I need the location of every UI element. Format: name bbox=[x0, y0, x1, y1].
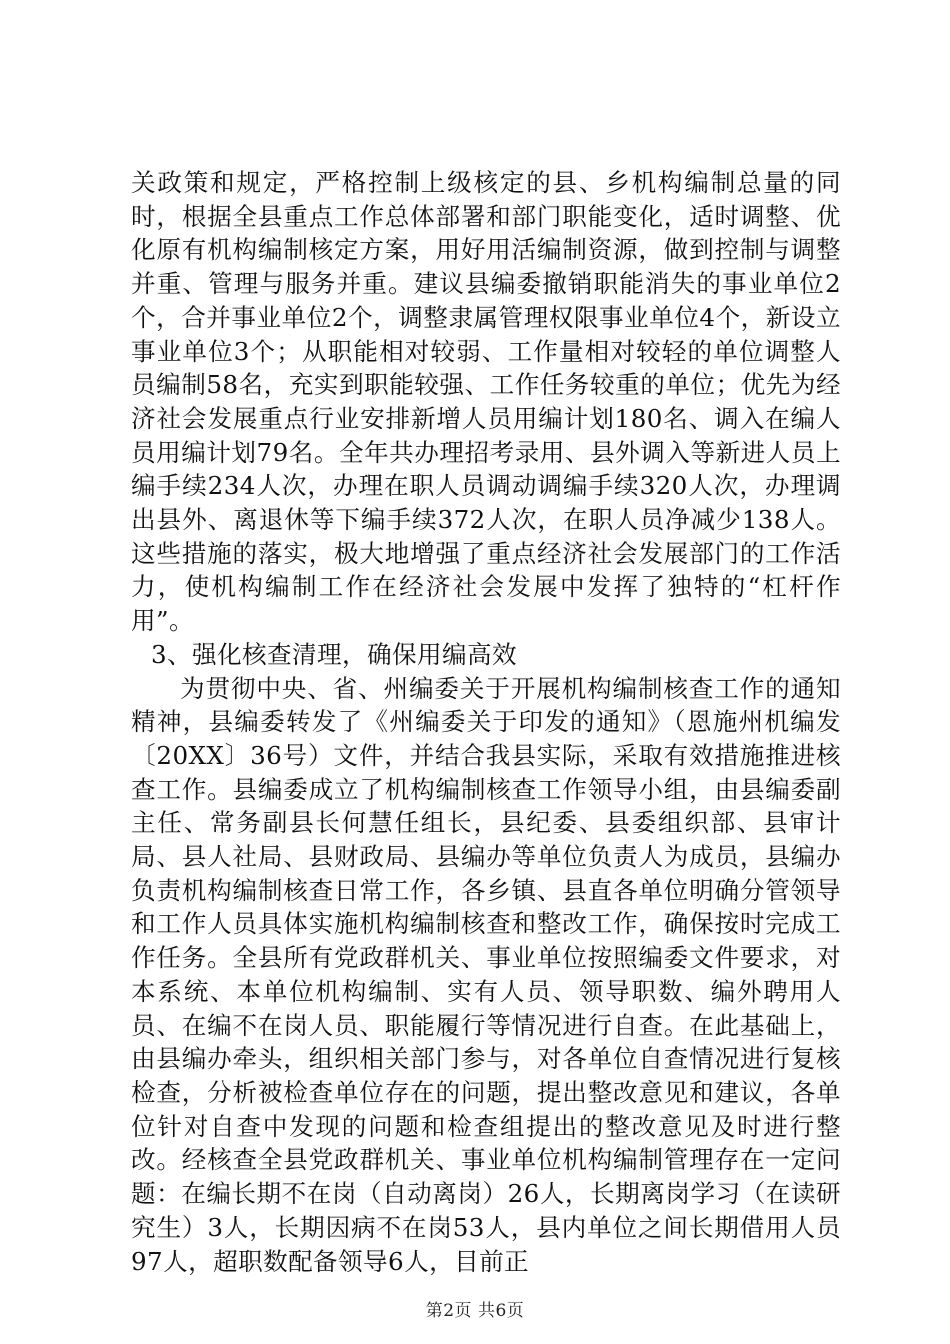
paragraph-continued: 关政策和规定，严格控制上级核定的县、乡机构编制总量的同时，根据全县重点工作总体部署和部门职能变化，适时调整、优化原有机构编制核定方案，用好用活编制资源，做到控制与调整并重、管理与服务并重。建议县编委撤销职能消失的事业单位2个，合并事业单位2个，调整隶属管理权限事业单位4个，新设立事业单位3个；从职能相对较弱、工作量相对较轻的单位调整人员编制58名，充实到职能较强、工作任务较重的单位；优先为经济社会发展重点行业安排新增人员用编计划180名、调入在编人员用编计划79名。全年共办理招考录用、县外调入等新进人员上编手续234人次，办理在职人员调动调编手续320人次，办理调出县外、离退休等下编手续372人次，在职人员净减少138人。这些措施的落实，极大地增强了重点经济社会发展部门的工作活力，使机构编制工作在经济社会发展中发挥了独特的“杠杆作用”。 bbox=[131, 168, 841, 636]
page-footer: 第2页 共6页 bbox=[425, 1301, 525, 1321]
paragraph-section-3: 为贯彻中央、省、州编委关于开展机构编制核查工作的通知精神，县编委转发了《州编委关于印发的通知》（恩施州机编发〔20XX〕36号）文件，并结合我县实际，采取有效措施推进核查工作。县编委成立了机构编制核查工作领导小组，由县编委副主任、常务副县长何慧任组长，县纪委、县委组织部、县审计局、县人社局、县财政局、县编办等单位负责人为成员，县编办负责机构编制核查日常工作，各乡镇、县直各单位明确分管领导和工作人员具体实施机构编制核查和整改工作，确保按时完成工作任务。全县所有党政群机关、事业单位按照编委文件要求，对本系统、本单位机构编制、实有人员、领导职数、编外聘用人员、在编不在岗人员、职能履行等情况进行自查。在此基础上，由县编办牵头，组织相关部门参与，对各单位自查情况进行复核检查，分析被检查单位存在的问题，提出整改意见和建议，各单位针对自查中发现的问题和检查组提出的整改意见及时进行整改。经核查全县党政群机关、事业单位机构编制管理存在一定问题：在编长期不在岗（自动离岗）26人，长期离岗学习（在读研究生）3人，长期因病不在岗53人，县内单位之间长期借用人员97人，超职数配备领导6人，目前正 bbox=[131, 673, 841, 1276]
document-body bbox=[131, 166, 841, 1278]
section-heading: 3、强化核查清理，确保用编高效 bbox=[151, 639, 517, 669]
